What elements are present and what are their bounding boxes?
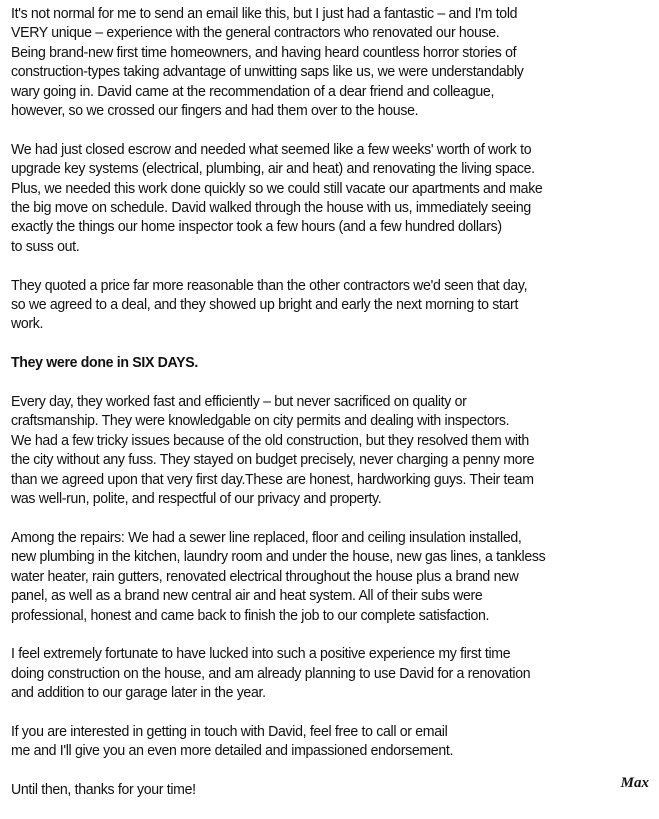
paragraph-fortunate — [11, 644, 611, 702]
text-line: panel, as well as a brand new central air and heat system. All of their subs were — [11, 587, 483, 605]
text-line: We had just closed escrow and needed what seemed like a few weeks' worth of work to — [11, 140, 532, 158]
text-line: was well-run, polite, and respectful of our privacy and property. — [11, 490, 382, 508]
text-line: doing construction on the house, and am already planning to use David for a renovation — [11, 664, 531, 682]
text-line: to suss out. — [11, 237, 80, 255]
paragraph-escrow — [11, 140, 611, 256]
text-line: Among the repairs: We had a sewer line replaced, floor and ceiling insulation installed, — [11, 528, 522, 546]
text-line: upgrade key systems (electrical, plumbing, air and heat) and renovating the living space. — [11, 160, 535, 178]
text-line: I feel extremely fortunate to have lucked into such a positive experience my first time — [11, 645, 511, 663]
paragraph-repairs — [11, 528, 611, 625]
signature: Max — [620, 775, 649, 791]
text-line: Until then, thanks for your time! — [11, 781, 196, 799]
text-line: If you are interested in getting in touch with David, feel free to call or email — [11, 722, 448, 740]
text-line: than we agreed upon that very first day.These are honest, hardworking guys. Their team — [11, 470, 534, 488]
paragraph-closing — [11, 780, 611, 799]
text-line: Plus, we needed this work done quickly so we could still vacate our apartments and make — [11, 179, 543, 197]
emphasis-line: They were done in SIX DAYS. — [11, 354, 198, 372]
text-line: We had a few tricky issues because of the old construction, but they resolved them with — [11, 431, 529, 449]
text-line: Every day, they worked fast and efficiently – but never sacrificed on quality or — [11, 393, 467, 411]
paragraph-intro — [11, 4, 611, 120]
text-line: They quoted a price far more reasonable than the other contractors we'd seen that day, — [11, 276, 528, 294]
paragraph-quote — [11, 276, 611, 334]
text-line: It's not normal for me to send an email like this, but I just had a fantastic – and I'm told — [11, 5, 518, 22]
text-line: professional, honest and came back to finish the job to our complete satisfaction. — [11, 606, 490, 624]
text-line: the big move on schedule. David walked through the house with us, immediately seeing — [11, 199, 531, 217]
text-line: water heater, rain gutters, renovated electrical throughout the house plus a brand new — [11, 567, 519, 585]
text-line: work. — [11, 315, 44, 333]
text-line: wary going in. David came at the recommendation of a dear friend and colleague, — [11, 82, 495, 100]
text-line: Being brand-new first time homeowners, and having heard countless horror stories of — [11, 43, 517, 61]
text-line: VERY unique – experience with the general contractors who renovated our house. — [11, 24, 500, 42]
paragraph-contact — [11, 722, 611, 761]
text-line: and addition to our garage later in the year. — [11, 684, 266, 702]
paragraph-six-days — [11, 353, 611, 372]
text-line: however, so we crossed our fingers and had them over to the house. — [11, 102, 419, 120]
text-line: new plumbing in the kitchen, laundry room and under the house, new gas lines, a tankless — [11, 548, 546, 566]
text-line: the city without any fuss. They stayed on budget precisely, never charging a penny more — [11, 451, 535, 469]
text-line: so we agreed to a deal, and they showed up bright and early the next morning to start — [11, 296, 519, 314]
paragraph-every-day — [11, 392, 611, 508]
text-line: construction-types taking advantage of unwitting saps like us, we were understandably — [11, 63, 524, 81]
text-line: exactly the things our home inspector took a few hours (and a few hundred dollars) — [11, 218, 502, 236]
text-line: craftsmanship. They were knowledgable on city permits and dealing with inspectors. — [11, 412, 510, 430]
letter-body — [11, 4, 611, 819]
text-line: me and I'll give you an even more detailed and impassioned endorsement. — [11, 742, 454, 760]
